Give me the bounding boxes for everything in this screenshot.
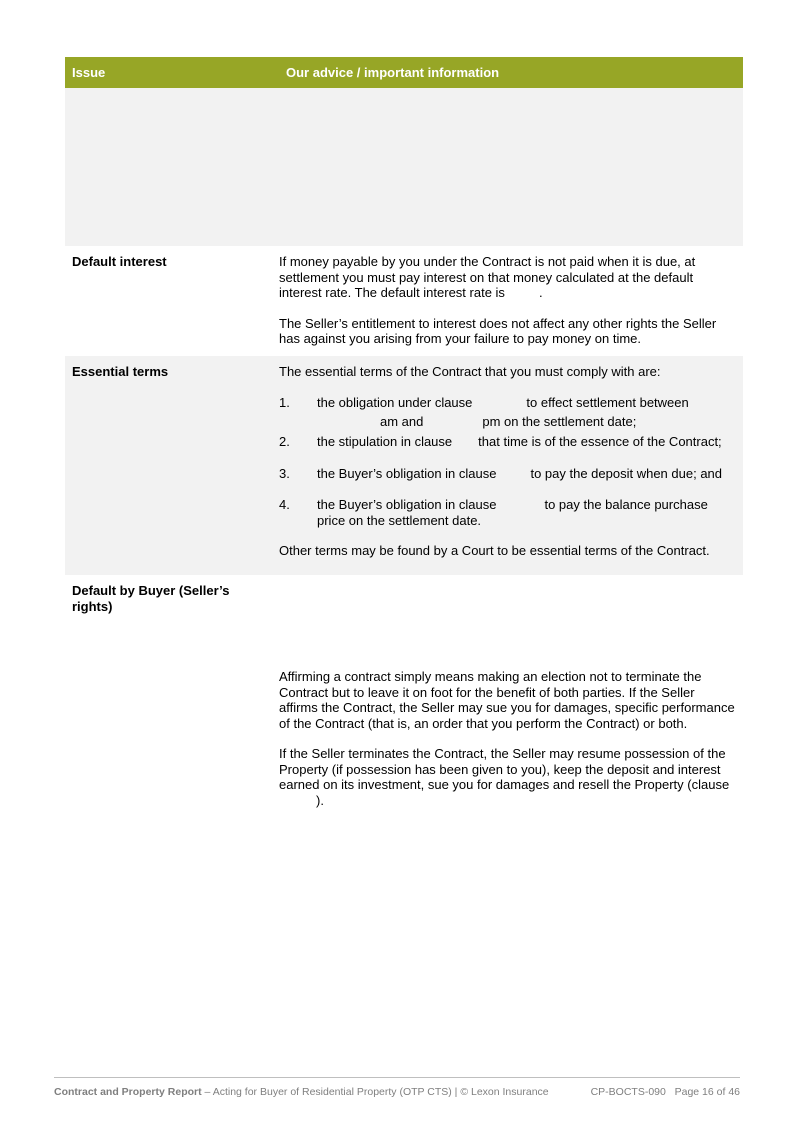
paragraph: Affirming a contract simply means making an election not to terminate the Contract but to leave it on foot for the benefit of both parties. If the Seller affirms the Contract, the Seller may sue you for damages, specific performance of the Contract (that is, an order that you perform the Contract) or both. <box>279 669 735 731</box>
table-row-empty <box>65 88 743 246</box>
essential-terms-list <box>279 395 736 529</box>
paragraph: If the Seller terminates the Contract, the Seller may resume possession of the Property (if possession has been given to you), keep the deposit and interest earned on its investment, sue you for damages and resell the Property (clause). <box>279 746 730 808</box>
table-header <box>65 57 743 88</box>
page-footer <box>54 1077 740 1101</box>
table-row-essential-terms <box>65 356 743 575</box>
row-title: Default interest <box>72 254 167 269</box>
row-content <box>279 575 736 845</box>
table-row-default-interest <box>65 246 743 356</box>
advice-table <box>65 57 743 845</box>
list-item: 1. the obligation under clause to effect settlement between am and pm on the settlement date; <box>279 394 689 429</box>
header-issue: Issue <box>72 64 106 80</box>
row-content <box>279 356 736 575</box>
row-title: Essential terms <box>72 364 169 379</box>
footer-title: Contract and Property Report – Acting for Buyer of Residential Property (OTP CTS) | © Lexon Insurance <box>54 1086 549 1098</box>
paragraph: If money payable by you under the Contract is not paid when it is due, at settlement you must pay interest on that money calculated at the default interest rate. The default interest rate is . <box>279 254 696 300</box>
table-row-default-by-buyer <box>65 575 743 845</box>
list-item: 4. the Buyer’s obligation in clause to pay the balance purchase price on the settlement date. <box>279 497 708 528</box>
row-title: Default by Buyer (Seller’s rights) <box>72 583 230 614</box>
row-content <box>279 246 736 356</box>
paragraph: Other terms may be found by a Court to be essential terms of the Contract. <box>279 543 710 558</box>
list-item: 2. the stipulation in clause that time is of the essence of the Contract; <box>279 434 722 449</box>
footer-page-info: CP-BOCTS-090 Page 16 of 46 <box>590 1086 740 1098</box>
list-item: 3. the Buyer’s obligation in clause to pay the deposit when due; and <box>279 465 723 481</box>
paragraph: The Seller’s entitlement to interest does not affect any other rights the Seller has against you arising from your failure to pay money on time. <box>279 315 717 346</box>
paragraph: The essential terms of the Contract that you must comply with are: <box>279 364 661 379</box>
header-advice: Our advice / important information <box>286 64 500 80</box>
